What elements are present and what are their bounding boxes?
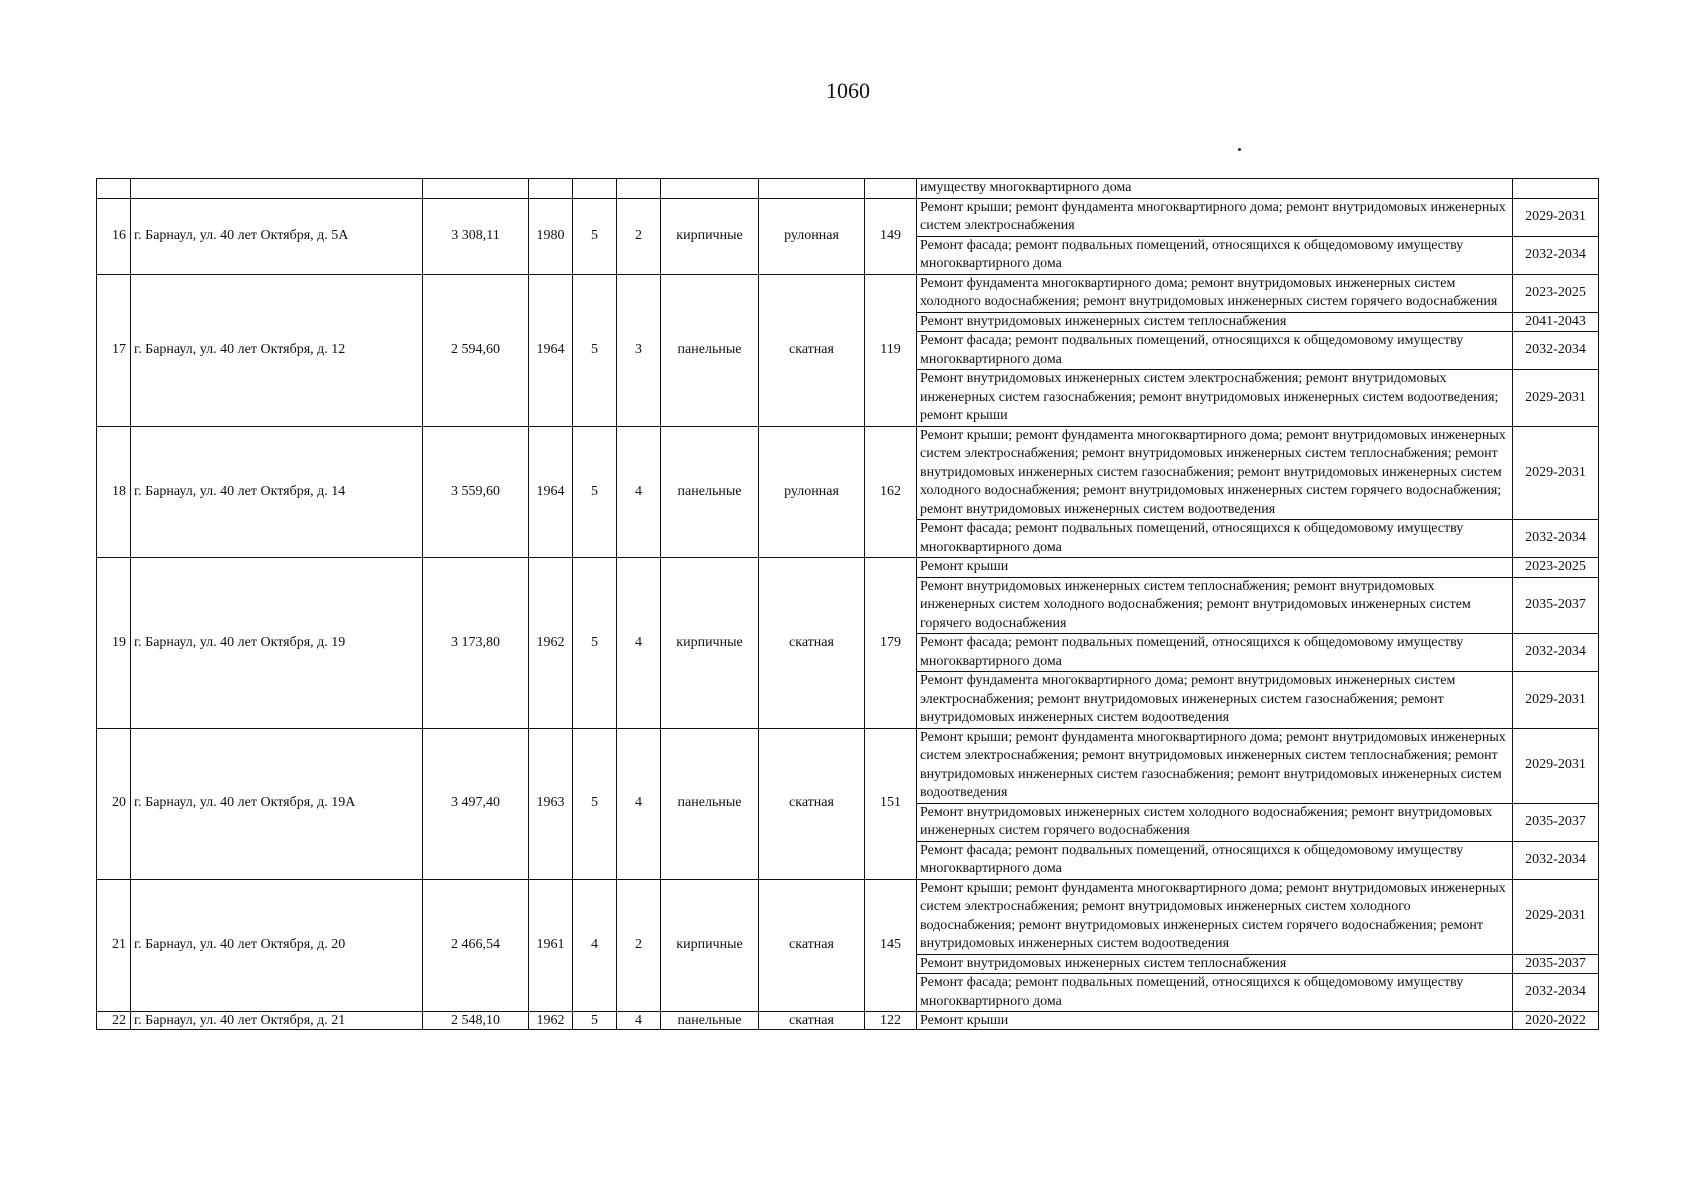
- work-description: Ремонт фундамента многоквартирного дома; ремонт внутридомовых инженерных систем электроснабжения; ремонт внутридомовых инженерных систем газоснабжения; ремонт внутридомовых инженерных систем водоотведения: [917, 672, 1513, 729]
- entrance-count: 2: [617, 879, 661, 1012]
- work-description: Ремонт крыши; ремонт фундамента многоквартирного дома; ремонт внутридомовых инженерных систем электроснабжения; ремонт внутридомовых инженерных систем теплоснабжения; ремонт внутридомовых инженерных систем газоснабжения; ремонт внутридомовых инженерных систем холодного водоснабжения; ремонт внутридомовых инженерных систем горячего водоснабжения; ремонт внутридомовых инженерных систем водоотведения: [917, 426, 1513, 520]
- work-description: Ремонт фасада; ремонт подвальных помещений, относящихся к общедомовому имуществу многоквартирного дома: [917, 332, 1513, 370]
- roof-type: рулонная: [759, 198, 865, 274]
- address: г. Барнаул, ул. 40 лет Октября, д. 20: [131, 879, 423, 1012]
- floor-count: 5: [573, 426, 617, 558]
- wall-material: кирпичные: [661, 198, 759, 274]
- work-period: 2029-2031: [1513, 198, 1599, 236]
- build-year: 1980: [529, 198, 573, 274]
- work-period: 2029-2031: [1513, 370, 1599, 427]
- floor-count: 5: [573, 198, 617, 274]
- work-description: Ремонт внутридомовых инженерных систем холодного водоснабжения; ремонт внутридомовых инженерных систем горячего водоснабжения: [917, 803, 1513, 841]
- work-period: 2032-2034: [1513, 841, 1599, 879]
- wall-material: кирпичные: [661, 558, 759, 729]
- work-description: Ремонт фундамента многоквартирного дома; ремонт внутридомовых инженерных систем холодного водоснабжения; ремонт внутридомовых инженерных систем горячего водоснабжения: [917, 274, 1513, 312]
- work-description: Ремонт крыши; ремонт фундамента многоквартирного дома; ремонт внутридомовых инженерных систем электроснабжения: [917, 198, 1513, 236]
- total-area: 2 548,10: [423, 1012, 529, 1030]
- row-number: 19: [97, 558, 131, 729]
- work-description: Ремонт фасада; ремонт подвальных помещений, относящихся к общедомовому имуществу многоквартирного дома: [917, 236, 1513, 274]
- residents-count: 179: [865, 558, 917, 729]
- roof-type: рулонная: [759, 426, 865, 558]
- total-area: 2 466,54: [423, 879, 529, 1012]
- build-year: 1962: [529, 558, 573, 729]
- table-row: [97, 198, 1599, 236]
- work-period: 2029-2031: [1513, 728, 1599, 803]
- floor-count: 5: [573, 558, 617, 729]
- address: г. Барнаул, ул. 40 лет Октября, д. 19А: [131, 728, 423, 879]
- residents-count: 162: [865, 426, 917, 558]
- roof-type: скатная: [759, 558, 865, 729]
- work-description: Ремонт крыши; ремонт фундамента многоквартирного дома; ремонт внутридомовых инженерных систем электроснабжения; ремонт внутридомовых инженерных систем холодного водоснабжения; ремонт внутридомовых инженерных систем горячего водоснабжения; ремонт внутридомовых инженерных систем водоотведения: [917, 879, 1513, 954]
- work-period: 2032-2034: [1513, 236, 1599, 274]
- floor-count: 5: [573, 728, 617, 879]
- row-number: 21: [97, 879, 131, 1012]
- address: г. Барнаул, ул. 40 лет Октября, д. 21: [131, 1012, 423, 1030]
- floor-count: 4: [573, 879, 617, 1012]
- work-period: 2032-2034: [1513, 520, 1599, 558]
- total-area: 3 497,40: [423, 728, 529, 879]
- work-description: Ремонт крыши: [917, 1012, 1513, 1030]
- work-description: Ремонт внутридомовых инженерных систем теплоснабжения: [917, 312, 1513, 332]
- entrance-count: 3: [617, 274, 661, 426]
- entrance-count: 4: [617, 426, 661, 558]
- entrance-count: 4: [617, 1012, 661, 1030]
- roof-type: скатная: [759, 274, 865, 426]
- wall-material: панельные: [661, 1012, 759, 1030]
- work-period: 2035-2037: [1513, 954, 1599, 974]
- repair-schedule-table: [96, 178, 1599, 1030]
- work-description: Ремонт фасада; ремонт подвальных помещений, относящихся к общедомовому имуществу многоквартирного дома: [917, 634, 1513, 672]
- residents-count: 145: [865, 879, 917, 1012]
- wall-material: панельные: [661, 274, 759, 426]
- address: г. Барнаул, ул. 40 лет Октября, д. 14: [131, 426, 423, 558]
- page-number: 1060: [826, 78, 870, 103]
- work-description: Ремонт крыши; ремонт фундамента многоквартирного дома; ремонт внутридомовых инженерных систем электроснабжения; ремонт внутридомовых инженерных систем теплоснабжения; ремонт внутридомовых инженерных систем газоснабжения; ремонт внутридомовых инженерных систем водоотведения: [917, 728, 1513, 803]
- roof-type: скатная: [759, 728, 865, 879]
- build-year: 1964: [529, 426, 573, 558]
- work-period: 2023-2025: [1513, 274, 1599, 312]
- work-description: Ремонт крыши: [917, 558, 1513, 578]
- work-period: 2032-2034: [1513, 332, 1599, 370]
- work-period: 2035-2037: [1513, 803, 1599, 841]
- entrance-count: 2: [617, 198, 661, 274]
- wall-material: панельные: [661, 426, 759, 558]
- table-row: [97, 879, 1599, 954]
- row-number: 16: [97, 198, 131, 274]
- work-description: Ремонт фасада; ремонт подвальных помещений, относящихся к общедомовому имуществу многоквартирного дома: [917, 841, 1513, 879]
- total-area: 3 173,80: [423, 558, 529, 729]
- table-row: [97, 558, 1599, 578]
- work-period: 2029-2031: [1513, 879, 1599, 954]
- floor-count: 5: [573, 1012, 617, 1030]
- table-row: [97, 728, 1599, 803]
- build-year: 1962: [529, 1012, 573, 1030]
- work-period: 2035-2037: [1513, 577, 1599, 634]
- work-description: Ремонт фасада; ремонт подвальных помещений, относящихся к общедомовому имуществу многоквартирного дома: [917, 974, 1513, 1012]
- work-period: 2029-2031: [1513, 426, 1599, 520]
- roof-type: скатная: [759, 1012, 865, 1030]
- wall-material: панельные: [661, 728, 759, 879]
- work-description: Ремонт внутридомовых инженерных систем теплоснабжения; ремонт внутридомовых инженерных систем холодного водоснабжения; ремонт внутридомовых инженерных систем горячего водоснабжения: [917, 577, 1513, 634]
- entrance-count: 4: [617, 558, 661, 729]
- continuation-row: [97, 179, 1599, 199]
- work-period: 2041-2043: [1513, 312, 1599, 332]
- total-area: 2 594,60: [423, 274, 529, 426]
- work-period: 2020-2022: [1513, 1012, 1599, 1030]
- entrance-count: 4: [617, 728, 661, 879]
- scan-speck: [1238, 148, 1241, 151]
- floor-count: 5: [573, 274, 617, 426]
- work-description: Ремонт внутридомовых инженерных систем электроснабжения; ремонт внутридомовых инженерных систем газоснабжения; ремонт внутридомовых инженерных систем водоотведения; ремонт крыши: [917, 370, 1513, 427]
- table-row: [97, 426, 1599, 520]
- build-year: 1964: [529, 274, 573, 426]
- residents-count: 151: [865, 728, 917, 879]
- address: г. Барнаул, ул. 40 лет Октября, д. 19: [131, 558, 423, 729]
- residents-count: 119: [865, 274, 917, 426]
- build-year: 1961: [529, 879, 573, 1012]
- work-period: 2023-2025: [1513, 558, 1599, 578]
- work-period: 2029-2031: [1513, 672, 1599, 729]
- row-number: 18: [97, 426, 131, 558]
- row-number: 20: [97, 728, 131, 879]
- total-area: 3 308,11: [423, 198, 529, 274]
- wall-material: кирпичные: [661, 879, 759, 1012]
- table-row: [97, 1012, 1599, 1030]
- work-description: имуществу многоквартирного дома: [917, 179, 1513, 199]
- roof-type: скатная: [759, 879, 865, 1012]
- row-number: 17: [97, 274, 131, 426]
- address: г. Барнаул, ул. 40 лет Октября, д. 5А: [131, 198, 423, 274]
- build-year: 1963: [529, 728, 573, 879]
- work-description: Ремонт фасада; ремонт подвальных помещений, относящихся к общедомовому имуществу многоквартирного дома: [917, 520, 1513, 558]
- address: г. Барнаул, ул. 40 лет Октября, д. 12: [131, 274, 423, 426]
- row-number: 22: [97, 1012, 131, 1030]
- work-period: 2032-2034: [1513, 634, 1599, 672]
- residents-count: 122: [865, 1012, 917, 1030]
- work-period: 2032-2034: [1513, 974, 1599, 1012]
- table-row: [97, 274, 1599, 312]
- residents-count: 149: [865, 198, 917, 274]
- total-area: 3 559,60: [423, 426, 529, 558]
- work-description: Ремонт внутридомовых инженерных систем теплоснабжения: [917, 954, 1513, 974]
